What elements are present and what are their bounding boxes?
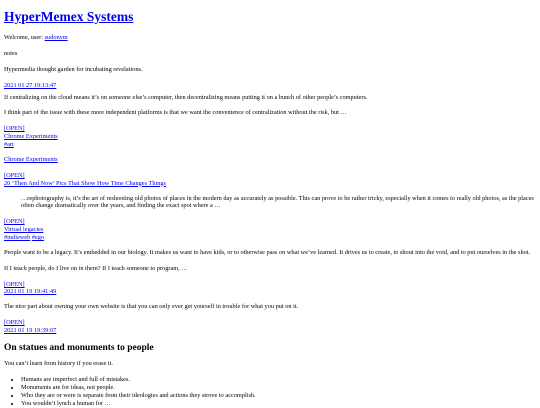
welcome-line [4, 34, 536, 42]
list-item: • Monuments are for ideas, not people. [21, 384, 536, 392]
list-item: • Humans are imperfect and full of mistakes. [21, 376, 536, 384]
standalone-link-chrome-experiments[interactable]: Chrome Experiments [4, 155, 58, 163]
post-2-quote: …rephotography is, it’s the art of reshooting old photos of places in the modern day as accurately as possible. This can prove to be rather tricky, especially when it comes to really old photos, as the places often change dramatically over the years, and finding the exact spot where a … [21, 194, 534, 210]
post-3-title-link[interactable]: Virtual legacies [4, 226, 44, 234]
open-link[interactable]: [OPEN] [4, 319, 25, 327]
post-4-links [4, 281, 536, 297]
list-item: • You wouldn’t lynch a human for … [21, 400, 536, 408]
post-1-links [4, 125, 536, 149]
site-title [4, 9, 536, 25]
open-link[interactable]: [OPEN] [4, 280, 25, 288]
post-1-timestamp-line [4, 82, 536, 90]
tag-link-indieweb[interactable]: #indieweb [4, 233, 31, 241]
post-2-title-link[interactable]: 20 ‘Then And Now’ Pics That Show How Time Changes Things [4, 179, 166, 187]
post-1-paragraph-2: I think part of the issue with these more independent platforms is that we want the convenience of centralization without the risk, but … [4, 109, 347, 117]
post-4-timestamp[interactable]: 2021 01 19 19:41:49 [4, 288, 57, 296]
post-3-links [4, 218, 536, 242]
tag-link-art[interactable]: #art [4, 141, 14, 149]
post-3-paragraph-2: If I teach people, do I live on in them? If I teach someone to program, … [4, 264, 188, 272]
standalone-link-line [4, 156, 536, 164]
post-5-links [4, 319, 536, 335]
tagline: Hypermedia thought garden for incubating revelations. [4, 65, 143, 73]
user-link[interactable]: sudonym [44, 34, 68, 42]
post-link-chrome-experiments[interactable]: Chrome Experiments [4, 133, 58, 141]
post-2-links [4, 172, 536, 188]
welcome-text: Welcome, user: [4, 34, 45, 42]
post-5-intro: You can’t learn from history if you erase it. [4, 360, 113, 368]
post-3-tags [4, 234, 44, 241]
list-item: • Who they are or were is separate from their ideologies and actions they strove to accomplish. [21, 392, 536, 400]
post-1-timestamp[interactable]: 2021 01 27 19:13:47 [4, 81, 57, 89]
post-5-heading: On statues and monuments to people [4, 342, 154, 353]
post-5-list [4, 376, 536, 407]
tag-link-ego[interactable]: #ego [31, 233, 45, 241]
post-1-paragraph-1: If centralizing on the cloud means it’s on someone else’s computer, then decentralizing means putting it on a bunch of other people’s computers. [4, 93, 368, 101]
post-4-paragraph-1: The nice part about owning your own website is that you can only ever get yourself in trouble for what you put on it. [4, 303, 299, 311]
post-3-paragraph-1: People want to be a legacy. It’s embedded in our biology. It makes us want to have kids, or to otherwise pass on what we’ve learned. It drives us to create, to shout into the void, and to put ourselves in the shot. [4, 248, 531, 256]
open-link[interactable]: [OPEN] [4, 125, 25, 133]
open-link[interactable]: [OPEN] [4, 218, 25, 226]
notes-label: notes [4, 50, 18, 58]
open-link[interactable]: [OPEN] [4, 171, 25, 179]
site-title-link[interactable]: HyperMemex Systems [4, 9, 134, 24]
post-5-timestamp[interactable]: 2021 01 19 19:39:07 [4, 326, 57, 334]
